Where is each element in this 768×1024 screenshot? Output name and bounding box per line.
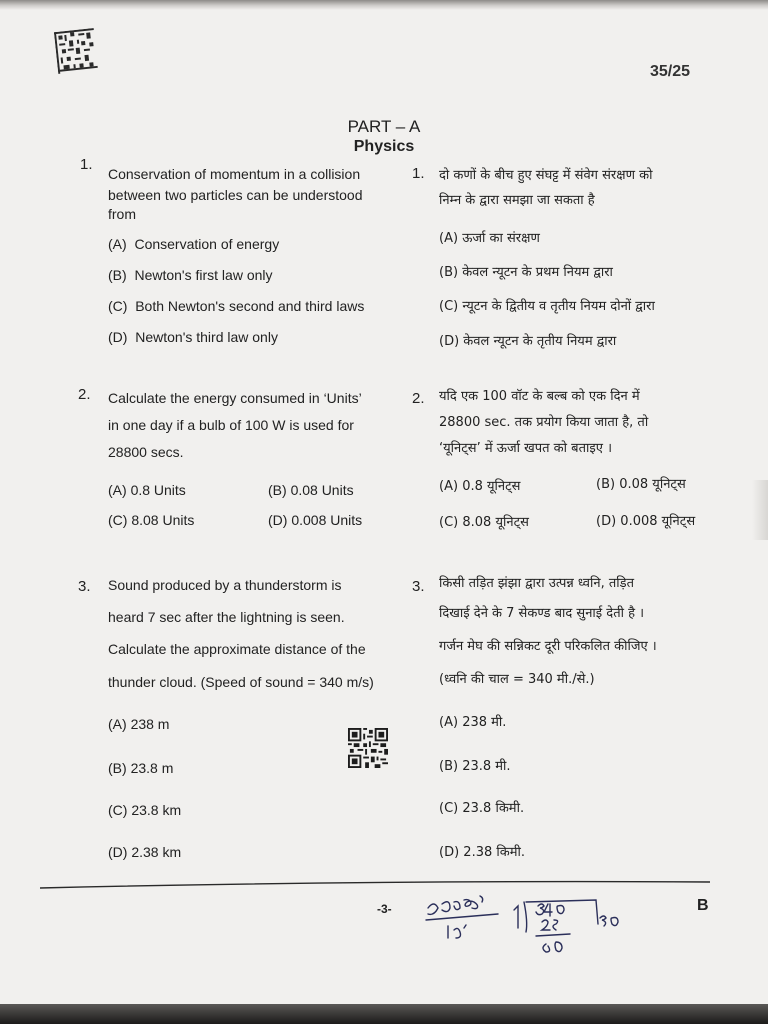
question-3-option-a-en: (A) 238 m	[108, 716, 170, 732]
question-2-text-en-line-3: 28800 secs.	[108, 444, 184, 460]
question-2-text-hi-line-1: यदि एक 100 वॉट के बल्ब को एक दिन में	[439, 389, 640, 404]
question-2-option-b-hi: (B) 0.08 यूनिट्स	[596, 477, 686, 492]
page-top-shadow	[0, 0, 768, 10]
question-3-option-a-hi: (A) 238 मी.	[439, 715, 507, 730]
question-2-number-hi: 2.	[412, 390, 425, 407]
question-3-number-en: 3.	[78, 578, 91, 595]
question-3-number-hi: 3.	[412, 578, 425, 595]
question-2-option-c-en: (C) 8.08 Units	[108, 512, 195, 528]
question-1-text-en-line-2: between two particles can be understood	[108, 187, 363, 203]
question-1-option-a-en: (A) Conservation of energy	[108, 236, 280, 252]
question-1-text-hi-line-1: दो कणों के बीच हुए संघट्ट में संवेग संरक्षण को	[439, 168, 653, 183]
question-2-option-c-hi: (C) 8.08 यूनिट्स	[439, 515, 529, 530]
question-1-text-hi-line-2: निम्न के द्वारा समझा जा सकता है	[439, 193, 595, 208]
handwritten-rough-work	[418, 890, 638, 970]
question-2-text-en-line-2: in one day if a bulb of 100 W is used for	[108, 417, 354, 433]
question-1-option-c-en: (C) Both Newton's second and third laws	[108, 298, 365, 314]
question-2-text-hi-line-2: 28800 sec. तक प्रयोग किया जाता है, तो	[439, 415, 649, 430]
question-3-text-en-line-1: Sound produced by a thunderstorm is	[108, 577, 342, 593]
question-3-text-hi-line-3: गर्जन मेघ की सन्निकट दूरी परिकलित कीजिए ।	[439, 639, 657, 654]
question-1-option-d-en: (D) Newton's third law only	[108, 329, 278, 345]
question-3-option-d-en: (D) 2.38 km	[108, 844, 182, 860]
subject-title: Physics	[353, 138, 415, 155]
question-2-option-a-hi: (A) 0.8 यूनिट्स	[439, 479, 521, 494]
question-1-number-en: 1.	[80, 156, 93, 173]
page-number: -3-	[377, 902, 392, 916]
question-3-text-hi-line-2: दिखाई देने के 7 सेकण्ड बाद सुनाई देती है ।	[439, 606, 645, 621]
question-2-number-en: 2.	[78, 386, 91, 403]
question-3-text-hi-line-1: किसी तड़ित झंझा द्वारा उत्पन्न ध्वनि, तड़ित	[439, 576, 635, 591]
question-3-text-en-line-3: Calculate the approximate distance of the	[108, 641, 366, 657]
question-2-option-d-en: (D) 0.008 Units	[268, 512, 363, 528]
datamatrix-code-icon	[54, 28, 98, 74]
question-booklet-series: B	[697, 897, 709, 914]
page-fold-shadow	[752, 480, 768, 540]
question-3-text-hi-line-4: (ध्वनि की चाल = 340 मी./से.)	[439, 672, 595, 687]
question-3-option-b-hi: (B) 23.8 मी.	[439, 759, 511, 774]
part-title: PART – A	[347, 117, 421, 136]
question-2-text-hi-line-3: ‘यूनिट्स’ में ऊर्जा खपत को बताइए ।	[439, 441, 612, 456]
question-3-text-en-line-2: heard 7 sec after the lightning is seen.	[108, 609, 345, 625]
question-1-option-a-hi: (A) ऊर्जा का संरक्षण	[439, 231, 540, 246]
question-2-text-en-line-1: Calculate the energy consumed in ‘Units’	[108, 390, 362, 406]
qr-code-icon	[347, 728, 389, 768]
question-2-option-a-en: (A) 0.8 Units	[108, 482, 186, 498]
question-3-option-c-hi: (C) 23.8 किमी.	[439, 801, 525, 816]
page-bottom-shadow	[0, 1004, 768, 1024]
question-1-option-b-hi: (B) केवल न्यूटन के प्रथम नियम द्वारा	[439, 265, 613, 280]
question-1-text-en-line-3: from	[108, 206, 136, 222]
question-1-option-d-hi: (D) केवल न्यूटन के तृतीय नियम द्वारा	[439, 334, 617, 349]
question-1-text-en-line-1: Conservation of momentum in a collision	[108, 166, 361, 182]
question-3-option-c-en: (C) 23.8 km	[108, 802, 182, 818]
question-1-number-hi: 1.	[412, 165, 425, 182]
question-3-text-en-line-4: thunder cloud. (Speed of sound = 340 m/s)	[108, 674, 374, 690]
question-3-option-d-hi: (D) 2.38 किमी.	[439, 845, 525, 860]
paper-code: 35/25	[650, 63, 691, 80]
question-1-option-c-hi: (C) न्यूटन के द्वितीय व तृतीय नियम दोनों द्वारा	[439, 299, 655, 314]
question-1-option-b-en: (B) Newton's first law only	[108, 267, 273, 283]
footer-rule	[40, 876, 710, 890]
question-3-option-b-en: (B) 23.8 m	[108, 760, 174, 776]
question-2-option-b-en: (B) 0.08 Units	[268, 482, 354, 498]
question-2-option-d-hi: (D) 0.008 यूनिट्स	[596, 514, 696, 529]
